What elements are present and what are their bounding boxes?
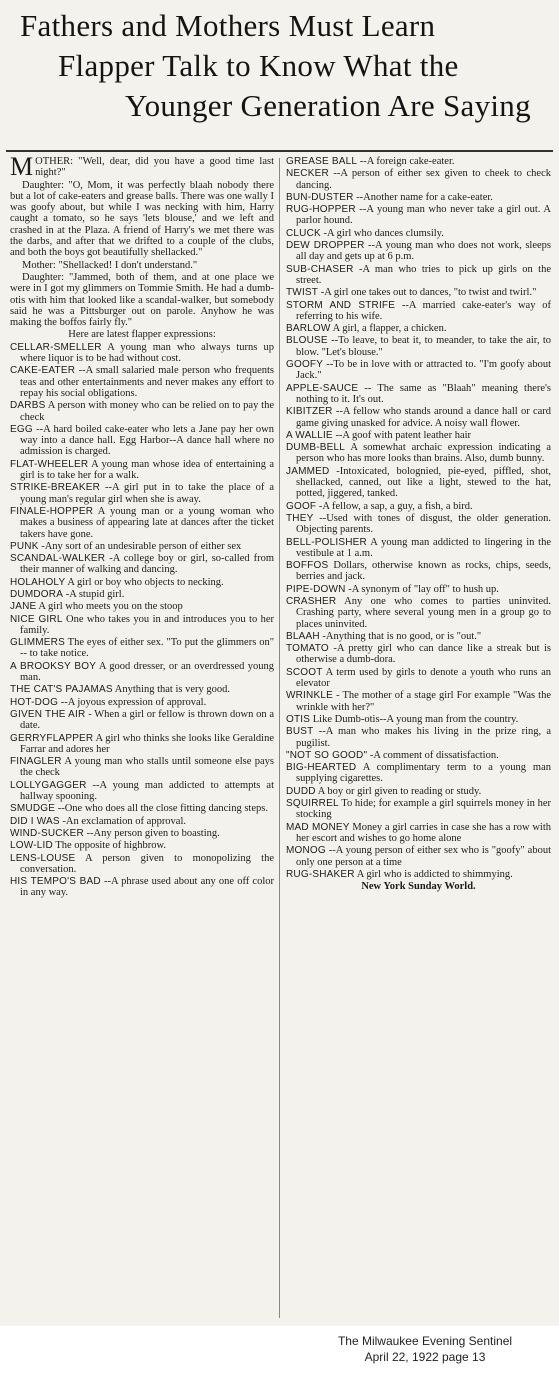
clipping-caption — [300, 1333, 550, 1365]
glossary-entry — [286, 667, 551, 690]
glossary-term: KIBITZER — [286, 406, 333, 418]
glossary-entry — [286, 822, 551, 845]
glossary-term: STORM AND STRIFE — [286, 299, 396, 311]
glossary-entry — [286, 750, 551, 761]
glossary-definition: A young man who always turns up where liquor is to be had without cost. — [20, 341, 274, 365]
glossary-definition: --To be in love with or attracted to. "I'm goofy about Jack." — [296, 359, 551, 382]
glossary-entry — [10, 365, 274, 399]
glossary-definition: --One who does all the close fitting dancing steps. — [57, 803, 268, 815]
glossary-entry — [286, 264, 551, 287]
glossary-entry — [10, 400, 274, 423]
glossary-term: TWIST — [286, 287, 319, 299]
glossary-entry — [10, 553, 274, 576]
glossary-entry — [10, 780, 274, 803]
glossary-definition: -A pretty girl who can dance like a streak but is otherwise a dumb-dora. — [296, 643, 551, 666]
headline-line-2: Flapper Talk to Know What the — [58, 48, 459, 83]
glossary-entry — [286, 287, 551, 298]
intro-paragraph: Mother: "Shellacked! I don't understand." — [22, 259, 198, 271]
glossary-term: SMUDGE — [10, 803, 56, 815]
glossary-term: DUDD — [286, 785, 316, 797]
glossary-entry — [10, 828, 274, 839]
glossary-term: HOT-DOG — [10, 696, 59, 708]
caption-publication: The Milwaukee Evening Sentinel — [337, 1334, 513, 1348]
glossary-term: CAKE-EATER — [10, 365, 76, 377]
glossary-definition: --A goof with patent leather hair — [335, 429, 472, 441]
glossary-term: BUN-DUSTER — [286, 191, 354, 203]
glossary-entry — [10, 709, 274, 732]
glossary-term: HOLAHOLY — [10, 576, 66, 588]
glossary-term: CRASHER — [286, 595, 337, 607]
glossary-entry — [10, 840, 274, 851]
glossary-entry — [10, 506, 274, 540]
glossary-term: SCANDAL-WALKER — [10, 553, 106, 565]
glossary-entry — [286, 501, 551, 512]
glossary-definition: A young man addicted to lingering in the vestibule at 1 a.m. — [296, 536, 551, 559]
glossary-term: MAD MONEY — [286, 821, 350, 833]
glossary-entry — [286, 537, 551, 560]
glossary-definition: A girl who meets you on the stoop — [38, 601, 183, 613]
glossary-entry — [286, 690, 551, 713]
article-column-left — [10, 156, 274, 1324]
glossary-term: GOOFY — [286, 359, 324, 371]
article-column-right — [286, 156, 551, 1324]
glossary-term: EGG — [10, 423, 33, 435]
glossary-definition: --A hard boiled cake-eater who lets a Jane pay her own way into a dance hall. Egg Harbor--A dance hall where no admission is charged. — [20, 423, 274, 458]
glossary-term: JAMMED — [286, 465, 330, 477]
glossary-entry — [286, 430, 551, 441]
glossary-term: GERRYFLAPPER — [10, 732, 94, 744]
glossary-entry — [10, 756, 274, 779]
glossary-definition: --Another name for a cake-eater. — [356, 191, 493, 203]
glossary-entry — [286, 228, 551, 239]
glossary-list-left — [10, 342, 274, 899]
glossary-term: BOFFOS — [286, 560, 329, 572]
glossary-entry — [286, 240, 551, 263]
glossary-entry — [286, 192, 551, 203]
glossary-term: SQUIRREL — [286, 798, 339, 810]
glossary-entry — [10, 661, 274, 684]
glossary-entry — [286, 335, 551, 358]
glossary-definition: Dollars, otherwise known as rocks, chips, seeds, berries and jack. — [296, 560, 551, 583]
glossary-term: RUG-SHAKER — [286, 868, 355, 880]
glossary-definition: -Any sort of an undesirable person of either sex — [41, 540, 242, 552]
glossary-definition: One who takes you in and introduces you to her family. — [20, 613, 274, 636]
glossary-term: DID I WAS — [10, 815, 60, 827]
glossary-term: APPLE-SAUCE — [286, 382, 359, 394]
glossary-term: CELLAR-SMELLER — [10, 341, 102, 353]
glossary-definition: - The mother of a stage girl For example "Was the wrinkle with her?" — [296, 690, 551, 713]
glossary-definition: A good dresser, or an overdressed young man. — [20, 660, 274, 684]
glossary-entry — [286, 869, 551, 880]
glossary-term: MONOG — [286, 845, 326, 857]
glossary-entry — [10, 876, 274, 899]
glossary-term: THE CAT'S PAJAMAS — [10, 684, 113, 696]
headline-line-1: Fathers and Mothers Must Learn — [20, 8, 436, 43]
glossary-definition: -A college boy or girl, so-called from their manner of walking and dancing. — [20, 553, 274, 576]
glossary-term: TOMATO — [286, 643, 329, 655]
glossary-definition: A somewhat archaic expression indicating a person who has more looks than brains. Also, dumb bunny. — [296, 442, 551, 465]
glossary-entry — [10, 697, 274, 708]
glossary-definition: -- The same as "Blaah" meaning there's nothing to it. It's out. — [296, 382, 551, 405]
glossary-entry — [10, 614, 274, 637]
glossary-term: DUMDORA — [10, 588, 64, 600]
glossary-definition: --A foreign cake-eater. — [359, 156, 455, 167]
glossary-definition: -A comment of dissatisfaction. — [369, 749, 499, 761]
glossary-entry — [286, 442, 551, 465]
intro-text-1: OTHER: "Well, dear, did you have a good time last night?" — [35, 156, 274, 179]
glossary-definition: -A stupid girl. — [65, 588, 125, 600]
intro-paragraph: Daughter: "O, Mom, it was perfectly blaah nobody there but a lot of cake-eaters and grease balls. There was one wally I was goofy about, but while I was necking with him, Harry caught a tomato, so he says 'lets blouse,' and we left and crashed in at the Plaza. A friend of Harry's we met there was the darbs, and after that we drifted to a couple of the clubs, and both the boys got beautifully shellacked." — [10, 179, 274, 259]
glossary-term: SCOOT — [286, 666, 323, 678]
glossary-definition: --A fellow who stands around a dance hall or card game giving unasked for advice. A noisy wall flower. — [296, 406, 551, 429]
glossary-entry — [286, 786, 551, 797]
intro-paragraph: Daughter: "Jammed, both of them, and at one place we were in I got my glimmers on Tommie Smith. He had a dumb-otis with him that looked like a scandal-walker, but somebody said he was a Pittsburger out on parole. Anyhow he was making the boffos fairly fly." — [10, 271, 274, 329]
glossary-term: BARLOW — [286, 323, 331, 335]
glossary-entry — [10, 459, 274, 482]
glossary-entry — [286, 466, 551, 500]
intro-paragraph — [10, 156, 274, 179]
column-divider — [279, 158, 280, 1318]
glossary-term: GREASE BALL — [286, 156, 358, 167]
glossary-term: NICE GIRL — [10, 613, 63, 625]
glossary-definition: --A phrase used about any one off color in any way. — [20, 876, 274, 899]
glossary-definition: A person given to monopolizing the conversation. — [20, 852, 274, 875]
drop-cap: M — [10, 156, 34, 181]
glossary-term: BELL-POLISHER — [286, 536, 367, 548]
glossary-term: DUMB-BELL — [286, 442, 346, 454]
glossary-entry — [286, 383, 551, 406]
glossary-entry — [286, 584, 551, 595]
glossary-entry — [286, 714, 551, 725]
glossary-entry — [286, 798, 551, 821]
glossary-entry — [286, 204, 551, 227]
glossary-entry — [10, 853, 274, 876]
glossary-definition: A boy or girl given to reading or study. — [317, 785, 482, 797]
glossary-definition: --A young man who does not work, sleeps all day and gets up at 6 p.m. — [296, 240, 551, 263]
glossary-definition: To hide; for example a girl squirrels money in her stocking — [296, 798, 551, 821]
glossary-term: GIVEN THE AIR — [10, 708, 86, 720]
glossary-definition: -A fellow, a sap, a guy, a fish, a bird. — [318, 500, 473, 512]
glossary-entry — [286, 560, 551, 583]
glossary-term: A WALLIE — [286, 429, 333, 441]
glossary-definition: A person with money who can be relied on to pay the check — [20, 400, 274, 423]
glossary-entry — [286, 762, 551, 785]
glossary-term: HIS TEMPO'S BAD — [10, 876, 101, 888]
glossary-term: A BROOKSY BOY — [10, 660, 97, 672]
glossary-definition: A term used by girls to denote a youth who runs an elevator — [296, 666, 551, 690]
glossary-definition: -A girl one takes out to dances, "to twist and twirl." — [320, 287, 537, 299]
glossary-list-right — [286, 156, 551, 880]
glossary-definition: Anything that is very good. — [114, 684, 230, 696]
glossary-term: "NOT SO GOOD" — [286, 749, 368, 761]
glossary-entry — [286, 406, 551, 429]
glossary-term: DEW DROPPER — [286, 240, 365, 252]
glossary-entry — [10, 424, 274, 458]
glossary-entry — [286, 300, 551, 323]
glossary-term: BLAAH — [286, 630, 320, 642]
article-source: New York Sunday World. — [361, 881, 476, 893]
glossary-definition: -An exclamation of approval. — [62, 815, 187, 827]
glossary-definition: --A joyous expression of approval. — [60, 696, 207, 708]
glossary-entry — [286, 631, 551, 642]
glossary-term: PIPE-DOWN — [286, 583, 346, 595]
glossary-definition: A young man whose idea of entertaining a girl is to take her for a walk. — [20, 458, 274, 482]
caption-date: April 22, 1922 page 13 — [364, 1350, 486, 1364]
glossary-term: DARBS — [10, 400, 46, 412]
glossary-entry — [286, 168, 551, 191]
glossary-term: THEY — [286, 512, 314, 524]
glossary-entry — [10, 482, 274, 505]
glossary-entry — [10, 816, 274, 827]
glossary-definition: A girl, a flapper, a chicken. — [332, 323, 447, 335]
glossary-definition: A complimentary term to a young man supplying cigarettes. — [296, 762, 551, 785]
headline — [0, 6, 559, 146]
glossary-entry — [286, 845, 551, 868]
glossary-definition: The opposite of highbrow. — [55, 840, 167, 852]
glossary-term: LOLLYGAGGER — [10, 779, 87, 791]
glossary-definition: --A young man who never take a girl out. A parlor hound. — [296, 204, 551, 227]
glossary-term: CLUCK — [286, 227, 321, 239]
headline-rule — [6, 150, 553, 152]
glossary-entry — [286, 359, 551, 382]
glossary-entry — [286, 726, 551, 749]
glossary-term: BUST — [286, 726, 314, 738]
glossary-term: NECKER — [286, 168, 329, 180]
glossary-term: FINALE-HOPPER — [10, 505, 94, 517]
glossary-term: GLIMMERS — [10, 637, 65, 649]
glossary-entry — [10, 541, 274, 552]
expressions-heading: Here are latest flapper expressions: — [68, 329, 216, 341]
glossary-definition: A young man who stalls until someone else pays the check — [20, 756, 274, 779]
glossary-definition: --Any person given to boasting. — [86, 827, 220, 839]
glossary-definition: --A young person of either sex who is "goofy" about only one person at a time — [296, 845, 551, 868]
glossary-definition: Money a girl carries in case she has a row with her escort and wishes to go home alone — [296, 821, 551, 844]
glossary-definition: -A girl who dances clumsily. — [323, 227, 444, 239]
glossary-definition: --A girl put in to take the place of a young man's regular girl when she is away. — [20, 482, 274, 505]
headline-line-3: Younger Generation Are Saying — [125, 88, 531, 123]
glossary-term: WRINKLE — [286, 690, 333, 702]
glossary-term: FINAGLER — [10, 756, 62, 768]
glossary-definition: Any one who comes to parties uninvited. Crashing party, where several young men in a group go to places uninvited. — [296, 595, 551, 630]
glossary-term: JANE — [10, 601, 37, 613]
glossary-entry — [10, 601, 274, 612]
glossary-term: RUG-HOPPER — [286, 204, 356, 216]
glossary-definition: A girl who thinks she looks like Geraldine Farrar and adores her — [20, 732, 274, 755]
glossary-entry — [10, 684, 274, 695]
glossary-term: GOOF — [286, 500, 317, 512]
glossary-definition: Like Dumb-otis--A young man from the country. — [312, 713, 519, 725]
glossary-entry — [10, 637, 274, 660]
glossary-definition: --A person of either sex given to cheek to check dancing. — [296, 168, 551, 191]
glossary-definition: -Intoxicated, bolognied, pie-eyed, piffled, shot, shellacked, canned, out like a light, stewed to the hat, potted, jiggered, tanked. — [296, 465, 551, 500]
glossary-term: PUNK — [10, 540, 39, 552]
glossary-term: BIG-HEARTED — [286, 762, 357, 774]
glossary-definition: --A young man addicted to attempts at hallway spooning. — [20, 779, 274, 803]
glossary-term: WIND-SUCKER — [10, 827, 84, 839]
glossary-definition: A girl or boy who objects to necking. — [67, 576, 224, 588]
glossary-term: SUB-CHASER — [286, 263, 354, 275]
glossary-entry — [10, 577, 274, 588]
glossary-definition: The eyes of either sex. "To put the glimmers on" -- to take notice. — [20, 637, 274, 660]
glossary-definition: -Anything that is no good, or is "out." — [322, 630, 482, 642]
glossary-definition: --A man who makes his living in the prize ring, a pugilist. — [296, 726, 551, 749]
glossary-entry — [10, 733, 274, 756]
glossary-entry — [10, 589, 274, 600]
glossary-definition: --A married cake-eater's way of referring to his wife. — [296, 299, 551, 322]
glossary-term: FLAT-WHEELER — [10, 458, 89, 470]
glossary-definition: -A synonym of "lay off" to hush up. — [348, 583, 499, 595]
glossary-entry — [286, 513, 551, 536]
glossary-entry — [10, 342, 274, 365]
glossary-term: LOW-LID — [10, 840, 53, 852]
glossary-term: STRIKE-BREAKER — [10, 482, 101, 494]
glossary-definition: --To leave, to beat it, to meander, to take the air, to blow. "Let's blouse." — [296, 335, 551, 358]
glossary-definition: --Used with tones of disgust, the older generation. Objecting parents. — [296, 512, 551, 536]
glossary-term: OTIS — [286, 713, 311, 725]
glossary-entry — [286, 156, 551, 167]
glossary-entry — [286, 596, 551, 630]
glossary-entry — [10, 803, 274, 814]
glossary-entry — [286, 643, 551, 666]
glossary-term: LENS-LOUSE — [10, 852, 76, 864]
glossary-entry — [286, 323, 551, 334]
glossary-definition: A young man or a young woman who makes a business of appearing late at dances after the ticket takers have gone. — [20, 505, 274, 540]
glossary-term: BLOUSE — [286, 335, 328, 347]
glossary-definition: A girl who is addicted to shimmying. — [356, 868, 513, 880]
glossary-definition: -A man who tries to pick up girls on the street. — [296, 263, 551, 286]
glossary-definition: - When a girl or fellow is thrown down on a date. — [20, 708, 274, 732]
glossary-definition: --A small salaried male person who frequents teas and other entertainments and never makes any effort to repay his social obligations. — [20, 365, 274, 399]
